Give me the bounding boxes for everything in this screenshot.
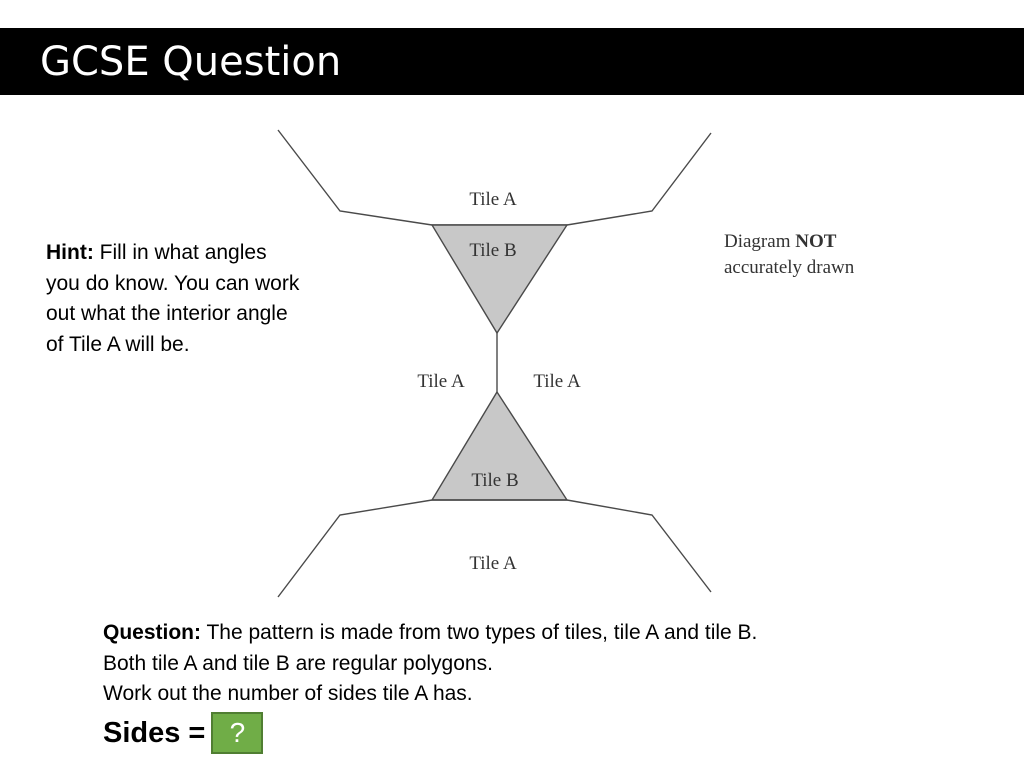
label-tile-b-bottom: Tile B	[471, 470, 519, 491]
reveal-answer-button[interactable]: ?	[211, 712, 263, 754]
question-line-2: Both tile A and tile B are regular polygons.	[103, 651, 493, 675]
label-tile-a-top: Tile A	[469, 189, 517, 210]
question-line-1	[103, 618, 983, 649]
answer-row	[103, 712, 263, 754]
page-title: GCSE Question	[40, 39, 342, 85]
label-tile-a-bottom: Tile A	[469, 553, 517, 574]
question-label: Question:	[103, 621, 201, 644]
sides-label: Sides =	[103, 716, 206, 749]
hint-body: Fill in what angles you do know. You can work out what the interior angle of Tile A will be.	[46, 241, 300, 356]
tile-a-bottom-outline	[278, 500, 711, 597]
label-tile-a-right: Tile A	[533, 371, 581, 392]
diagram-note-line2: accurately drawn	[724, 257, 855, 278]
question-line-1-text: The pattern is made from two types of tiles, tile A and tile B.	[201, 621, 758, 644]
question-line-3: Work out the number of sides tile A has.	[103, 682, 473, 705]
label-tile-a-left: Tile A	[417, 371, 465, 392]
tile-a-top-outline	[278, 130, 711, 225]
question-text	[103, 618, 983, 710]
diagram-note-line1	[724, 231, 837, 252]
label-tile-b-top: Tile B	[469, 240, 517, 261]
diagram-note-prefix: Diagram	[724, 231, 796, 252]
diagram-note-bold: NOT	[795, 231, 837, 252]
hint-label: Hint:	[46, 241, 94, 264]
